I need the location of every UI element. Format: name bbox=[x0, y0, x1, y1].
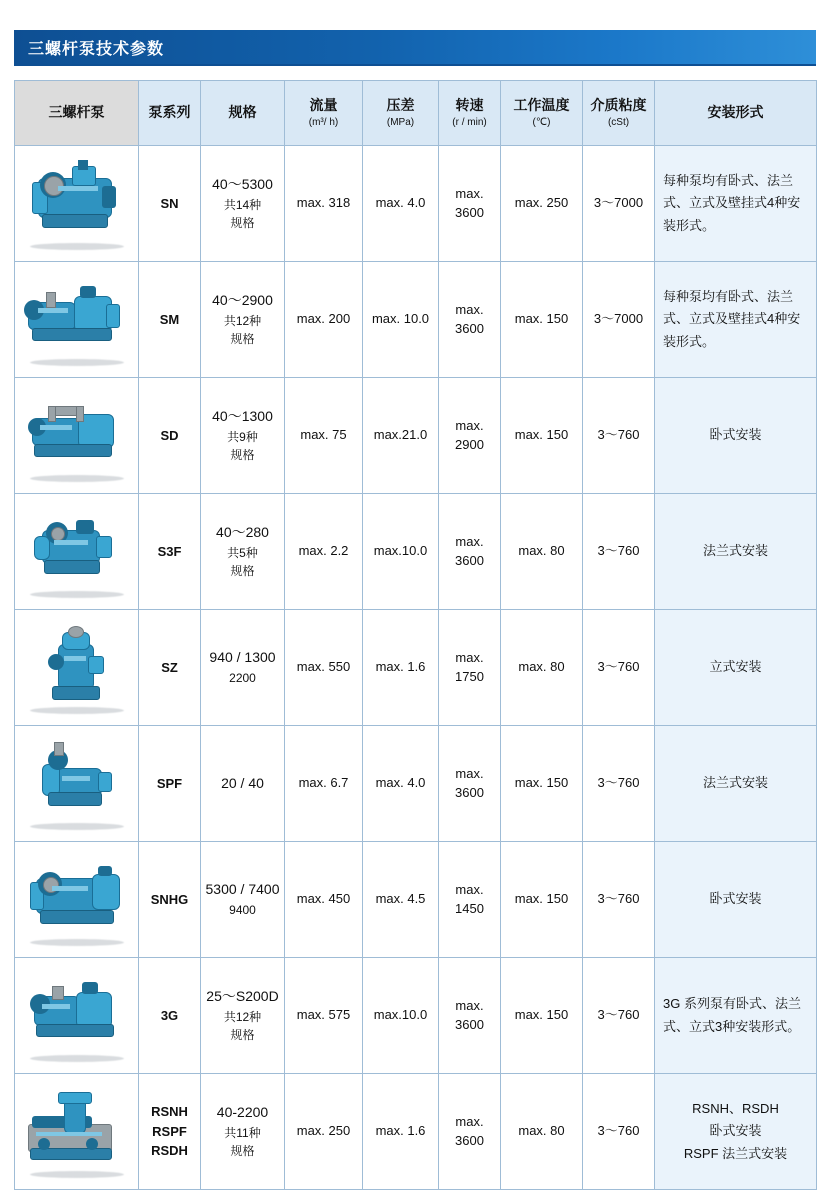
cell-pressure: max. 4.5 bbox=[363, 842, 439, 958]
cell-viscosity: 3～760 bbox=[583, 726, 655, 842]
spec-main: 40-2200 bbox=[216, 1104, 269, 1121]
table-row bbox=[15, 146, 817, 262]
speed-value: 3600 bbox=[455, 784, 484, 800]
cell-temperature: max. 250 bbox=[501, 146, 583, 262]
speed-value: 3600 bbox=[455, 1016, 484, 1032]
cell-temperature: max. 150 bbox=[501, 378, 583, 494]
header-label: 流量 bbox=[309, 97, 338, 113]
series-label: SN bbox=[160, 195, 179, 211]
pump-sm-photo bbox=[18, 268, 136, 372]
spec-sub: 共11种 bbox=[224, 1125, 261, 1140]
speed-prefix: max. bbox=[455, 534, 484, 550]
cell-install-type bbox=[655, 842, 817, 958]
install-line: 立式安装 bbox=[709, 659, 762, 675]
cell-flow: max. 550 bbox=[285, 610, 363, 726]
header-cell-pump-type bbox=[15, 81, 139, 146]
speed-value: 3600 bbox=[455, 1132, 484, 1148]
cell-pressure: max. 1.6 bbox=[363, 1074, 439, 1190]
speed-value: 1450 bbox=[455, 900, 484, 916]
speed-prefix: max. bbox=[455, 1114, 484, 1130]
cell-pump-image bbox=[15, 494, 139, 610]
header-cell-temperature bbox=[501, 81, 583, 146]
cell-spec bbox=[201, 1074, 285, 1190]
header-unit: (cSt) bbox=[607, 116, 630, 128]
cell-temperature: max. 80 bbox=[501, 1074, 583, 1190]
cell-pump-image bbox=[15, 378, 139, 494]
cell-series bbox=[139, 262, 201, 378]
spec-main: 940 / 1300 bbox=[209, 649, 276, 666]
cell-temperature: max. 80 bbox=[501, 610, 583, 726]
cell-series bbox=[139, 726, 201, 842]
spec-main: 40～2900 bbox=[212, 292, 273, 309]
header-unit: (m³/ h) bbox=[308, 116, 339, 128]
pump-sn-photo bbox=[18, 152, 136, 256]
table-row bbox=[15, 1074, 817, 1190]
header-cell-install bbox=[655, 81, 817, 146]
series-label: SD bbox=[160, 427, 179, 443]
header-unit: (r / min) bbox=[452, 116, 487, 128]
cell-spec bbox=[201, 146, 285, 262]
cell-spec bbox=[201, 958, 285, 1074]
table-row bbox=[15, 378, 817, 494]
cell-viscosity: 3～760 bbox=[583, 378, 655, 494]
spec-sub: 规格 bbox=[230, 564, 255, 579]
cell-pressure: max. 4.0 bbox=[363, 726, 439, 842]
spec-sub: 共12种 bbox=[223, 313, 262, 328]
cell-series bbox=[139, 146, 201, 262]
table-row bbox=[15, 610, 817, 726]
spec-sub: 共9种 bbox=[227, 429, 258, 444]
cell-viscosity: 3～760 bbox=[583, 494, 655, 610]
cell-install-type bbox=[655, 1074, 817, 1190]
header-label: 介质粘度 bbox=[590, 97, 647, 113]
header-label: 压差 bbox=[386, 97, 415, 113]
spec-main: 40～1300 bbox=[212, 408, 273, 425]
cell-pressure: max.10.0 bbox=[363, 494, 439, 610]
speed-value: 3600 bbox=[455, 552, 484, 568]
header-label: 工作温度 bbox=[513, 97, 570, 113]
cell-install-type bbox=[655, 146, 817, 262]
spec-sub: 9400 bbox=[229, 903, 256, 918]
cell-speed bbox=[439, 726, 501, 842]
cell-viscosity: 3～760 bbox=[583, 1074, 655, 1190]
cell-speed bbox=[439, 494, 501, 610]
spec-sub: 规格 bbox=[230, 1144, 255, 1159]
install-line: 法兰式安装 bbox=[702, 543, 768, 559]
cell-pump-image bbox=[15, 958, 139, 1074]
cell-series bbox=[139, 1074, 201, 1190]
header-label: 转速 bbox=[455, 97, 484, 113]
speed-value: 1750 bbox=[455, 668, 484, 684]
table-row bbox=[15, 726, 817, 842]
cell-spec bbox=[201, 610, 285, 726]
series-label: 3G bbox=[160, 1007, 179, 1023]
series-label: SZ bbox=[161, 659, 178, 675]
header-cell-flow bbox=[285, 81, 363, 146]
cell-pressure: max. 4.0 bbox=[363, 146, 439, 262]
cell-speed bbox=[439, 146, 501, 262]
speed-prefix: max. bbox=[455, 186, 484, 202]
series-label: SPF bbox=[156, 775, 183, 791]
pump-spf-photo bbox=[18, 732, 136, 836]
cell-install-type bbox=[655, 378, 817, 494]
cell-temperature: max. 150 bbox=[501, 262, 583, 378]
cell-viscosity: 3～760 bbox=[583, 958, 655, 1074]
speed-prefix: max. bbox=[455, 302, 484, 318]
cell-pump-image bbox=[15, 262, 139, 378]
spec-sub: 规格 bbox=[230, 1028, 255, 1043]
cell-temperature: max. 150 bbox=[501, 842, 583, 958]
page-title: 三螺杆泵技术参数 bbox=[28, 40, 165, 58]
table-body bbox=[15, 146, 817, 1190]
cell-temperature: max. 80 bbox=[501, 494, 583, 610]
install-line: RSNH、RSDH bbox=[692, 1101, 779, 1117]
cell-pressure: max. 1.6 bbox=[363, 610, 439, 726]
cell-spec bbox=[201, 262, 285, 378]
cell-flow: max. 6.7 bbox=[285, 726, 363, 842]
spec-main: 25～S200D bbox=[206, 988, 279, 1005]
speed-prefix: max. bbox=[455, 418, 484, 434]
speed-prefix: max. bbox=[455, 650, 484, 666]
table-row bbox=[15, 262, 817, 378]
speed-prefix: max. bbox=[455, 998, 484, 1014]
header-label: 泵系列 bbox=[148, 104, 191, 121]
cell-speed bbox=[439, 842, 501, 958]
cell-flow: max. 250 bbox=[285, 1074, 363, 1190]
document-title-bar bbox=[14, 30, 816, 64]
header-unit: (MPa) bbox=[386, 116, 415, 128]
cell-series bbox=[139, 842, 201, 958]
header-cell-pressure bbox=[363, 81, 439, 146]
cell-flow: max. 200 bbox=[285, 262, 363, 378]
cell-flow: max. 2.2 bbox=[285, 494, 363, 610]
spec-sub: 规格 bbox=[230, 448, 255, 463]
spec-main: 5300 / 7400 bbox=[205, 881, 280, 898]
header-unit: (℃) bbox=[532, 116, 551, 128]
cell-temperature: max. 150 bbox=[501, 726, 583, 842]
cell-install-type bbox=[655, 494, 817, 610]
pump-sz-photo bbox=[18, 616, 136, 720]
cell-pump-image bbox=[15, 1074, 139, 1190]
cell-pump-image bbox=[15, 610, 139, 726]
header-label: 规格 bbox=[228, 104, 257, 121]
cell-pressure: max.21.0 bbox=[363, 378, 439, 494]
header-cell-spec bbox=[201, 81, 285, 146]
install-line: 卧式安装 bbox=[709, 427, 762, 443]
cell-temperature: max. 150 bbox=[501, 958, 583, 1074]
title-underline bbox=[14, 64, 816, 66]
cell-series bbox=[139, 610, 201, 726]
header-cell-series bbox=[139, 81, 201, 146]
header-label: 三螺杆泵 bbox=[48, 104, 105, 121]
header-cell-viscosity bbox=[583, 81, 655, 146]
series-label: SNHG bbox=[150, 891, 189, 907]
cell-viscosity: 3～760 bbox=[583, 842, 655, 958]
cell-pressure: max.10.0 bbox=[363, 958, 439, 1074]
table-row bbox=[15, 842, 817, 958]
spec-sub: 规格 bbox=[230, 332, 255, 347]
header-row bbox=[15, 81, 817, 146]
install-line: 每种泵均有卧式、法兰式、立式及壁挂式4种安装形式。 bbox=[663, 289, 801, 349]
page-root bbox=[0, 30, 830, 1181]
cell-speed bbox=[439, 378, 501, 494]
speed-value: 3600 bbox=[455, 320, 484, 336]
table-header bbox=[15, 81, 817, 146]
cell-speed bbox=[439, 958, 501, 1074]
spec-sub: 2200 bbox=[229, 671, 256, 686]
series-label: S3F bbox=[157, 543, 182, 559]
cell-viscosity: 3～7000 bbox=[583, 262, 655, 378]
cell-viscosity: 3～760 bbox=[583, 610, 655, 726]
speed-value: 3600 bbox=[455, 204, 484, 220]
pump-3g-photo bbox=[18, 964, 136, 1068]
install-line: 3G 系列泵有卧式、法兰式、立式3种安装形式。 bbox=[663, 996, 801, 1034]
install-line: RSPF 法兰式安装 bbox=[683, 1145, 788, 1161]
spec-sub: 共5种 bbox=[227, 545, 258, 560]
cell-series bbox=[139, 958, 201, 1074]
cell-pressure: max. 10.0 bbox=[363, 262, 439, 378]
spec-table bbox=[14, 80, 817, 1190]
cell-flow: max. 450 bbox=[285, 842, 363, 958]
spec-sub: 共14种 bbox=[223, 197, 262, 212]
cell-series bbox=[139, 494, 201, 610]
series-label: RSDH bbox=[151, 1143, 188, 1159]
cell-pump-image bbox=[15, 146, 139, 262]
cell-spec bbox=[201, 494, 285, 610]
speed-prefix: max. bbox=[455, 766, 484, 782]
install-line: 卧式安装 bbox=[709, 1123, 762, 1139]
install-line: 卧式安装 bbox=[709, 891, 762, 907]
series-label: RSNH bbox=[151, 1104, 188, 1120]
cell-speed bbox=[439, 262, 501, 378]
cell-spec bbox=[201, 726, 285, 842]
cell-install-type bbox=[655, 262, 817, 378]
speed-value: 2900 bbox=[455, 436, 484, 452]
cell-install-type bbox=[655, 726, 817, 842]
header-cell-speed bbox=[439, 81, 501, 146]
spec-main: 20 / 40 bbox=[221, 774, 264, 791]
spec-sub: 规格 bbox=[230, 216, 255, 231]
pump-snhg-photo bbox=[18, 848, 136, 952]
cell-install-type bbox=[655, 958, 817, 1074]
series-label: RSPF bbox=[152, 1123, 187, 1139]
table-row bbox=[15, 958, 817, 1074]
spec-main: 40～280 bbox=[216, 524, 269, 541]
cell-speed bbox=[439, 610, 501, 726]
cell-spec bbox=[201, 842, 285, 958]
pump-sd-photo bbox=[18, 384, 136, 488]
table-row bbox=[15, 494, 817, 610]
spec-sub: 共12种 bbox=[223, 1009, 262, 1024]
series-label: SM bbox=[159, 311, 180, 327]
cell-spec bbox=[201, 378, 285, 494]
cell-series bbox=[139, 378, 201, 494]
pump-s3f-photo bbox=[18, 500, 136, 604]
cell-pump-image bbox=[15, 842, 139, 958]
cell-speed bbox=[439, 1074, 501, 1190]
install-line: 法兰式安装 bbox=[702, 775, 768, 791]
pump-rsnh-photo bbox=[18, 1080, 136, 1184]
cell-pump-image bbox=[15, 726, 139, 842]
cell-install-type bbox=[655, 610, 817, 726]
cell-flow: max. 318 bbox=[285, 146, 363, 262]
speed-prefix: max. bbox=[455, 882, 484, 898]
cell-flow: max. 75 bbox=[285, 378, 363, 494]
spec-main: 40～5300 bbox=[212, 176, 273, 193]
cell-flow: max. 575 bbox=[285, 958, 363, 1074]
cell-viscosity: 3～7000 bbox=[583, 146, 655, 262]
header-label: 安装形式 bbox=[707, 104, 764, 121]
install-line: 每种泵均有卧式、法兰式、立式及壁挂式4种安装形式。 bbox=[663, 173, 801, 233]
